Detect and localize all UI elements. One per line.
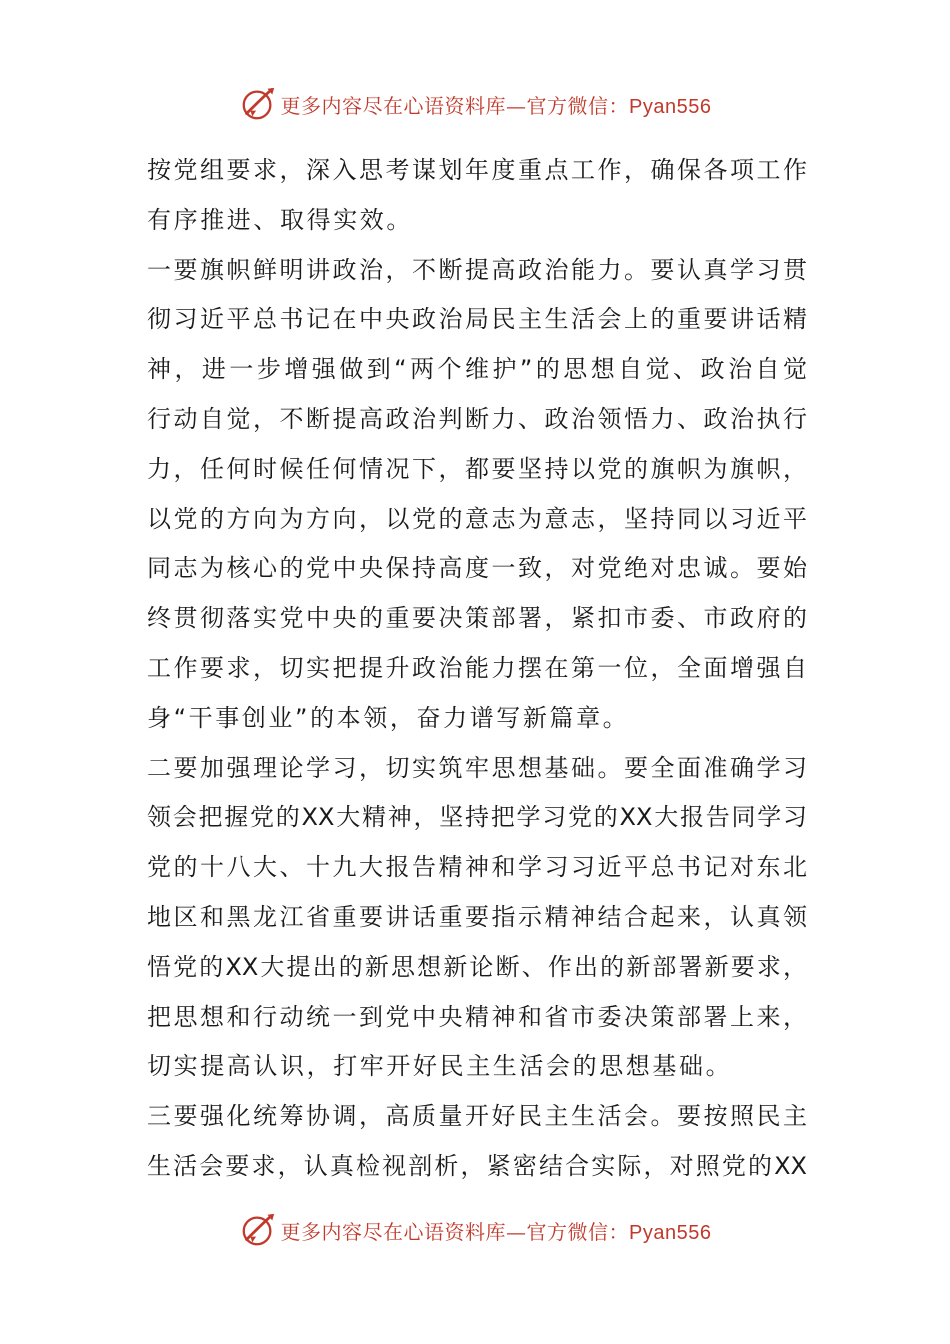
- body-line: 党的十八大、十九大报告精神和学习习近平总书记对东北: [147, 853, 807, 882]
- header-banner-text: [281, 90, 712, 119]
- pen-circle-logo-icon: [239, 85, 277, 123]
- footer-site-text: 更多内容尽在心语资料库: [280, 1219, 507, 1244]
- body-line: 三要强化统筹协调，高质量开好民主生活会。要按照民主: [147, 1102, 807, 1131]
- body-line: 生活会要求，认真检视剖析，紧密结合实际，对照党的XX: [147, 1151, 807, 1180]
- body-line: 身“干事创业”的本领，奋力谱写新篇章。: [147, 703, 630, 732]
- body-line: 一要旗帜鲜明讲政治，不断提高政治能力。要认真学习贯: [147, 255, 807, 284]
- pen-circle-logo-icon: [239, 1211, 277, 1249]
- body-line: 神，进一步增强做到“两个维护”的思想自觉、政治自觉: [147, 355, 807, 384]
- body-line: 彻习近平总书记在中央政治局民主生活会上的重要讲话精: [147, 305, 807, 334]
- footer-dash: —: [506, 1219, 527, 1244]
- header-site-text: 更多内容尽在心语资料库: [280, 93, 507, 118]
- body-line: 悟党的XX大提出的新思想新论断、作出的新部署新要求，: [147, 952, 807, 981]
- body-line: 行动自觉，不断提高政治判断力、政治领悟力、政治执行: [147, 404, 807, 433]
- body-line: 切实提高认识，打牢开好民主生活会的思想基础。: [147, 1052, 733, 1081]
- body-line: 领会把握党的XX大精神，坚持把学习党的XX大报告同学习: [147, 803, 807, 832]
- body-line: 按党组要求，深入思考谋划年度重点工作，确保各项工作: [147, 156, 807, 184]
- header-wechat-label: 官方微信：: [526, 93, 630, 118]
- body-line: 有序推进、取得实效。: [147, 205, 413, 234]
- body-line: 同志为核心的党中央保持高度一致，对党绝对忠诚。要始: [147, 554, 807, 583]
- document-body: [147, 146, 807, 1192]
- body-line: 以党的方向为方向，以党的意志为意志，坚持同以习近平: [147, 504, 807, 533]
- footer-wechat-id: Pyan556: [629, 1221, 712, 1244]
- body-line: 地区和黑龙江省重要讲话重要指示精神结合起来，认真领: [147, 902, 807, 931]
- footer-banner-text: [281, 1216, 712, 1245]
- header-wechat-id: Pyan556: [629, 95, 712, 118]
- body-line: 终贯彻落实党中央的重要决策部署，紧扣市委、市政府的: [147, 604, 807, 633]
- body-line: 二要加强理论学习，切实筑牢思想基础。要全面准确学习: [147, 753, 807, 782]
- header-watermark-banner: [0, 82, 950, 126]
- footer-wechat-label: 官方微信：: [526, 1219, 630, 1244]
- footer-watermark-banner: [0, 1208, 950, 1252]
- body-line: 工作要求，切实把提升政治能力摆在第一位，全面增强自: [147, 653, 807, 682]
- body-line: 力，任何时候任何情况下，都要坚持以党的旗帜为旗帜，: [147, 454, 807, 483]
- body-line: 把思想和行动统一到党中央精神和省市委决策部署上来，: [147, 1002, 807, 1031]
- header-dash: —: [506, 93, 527, 118]
